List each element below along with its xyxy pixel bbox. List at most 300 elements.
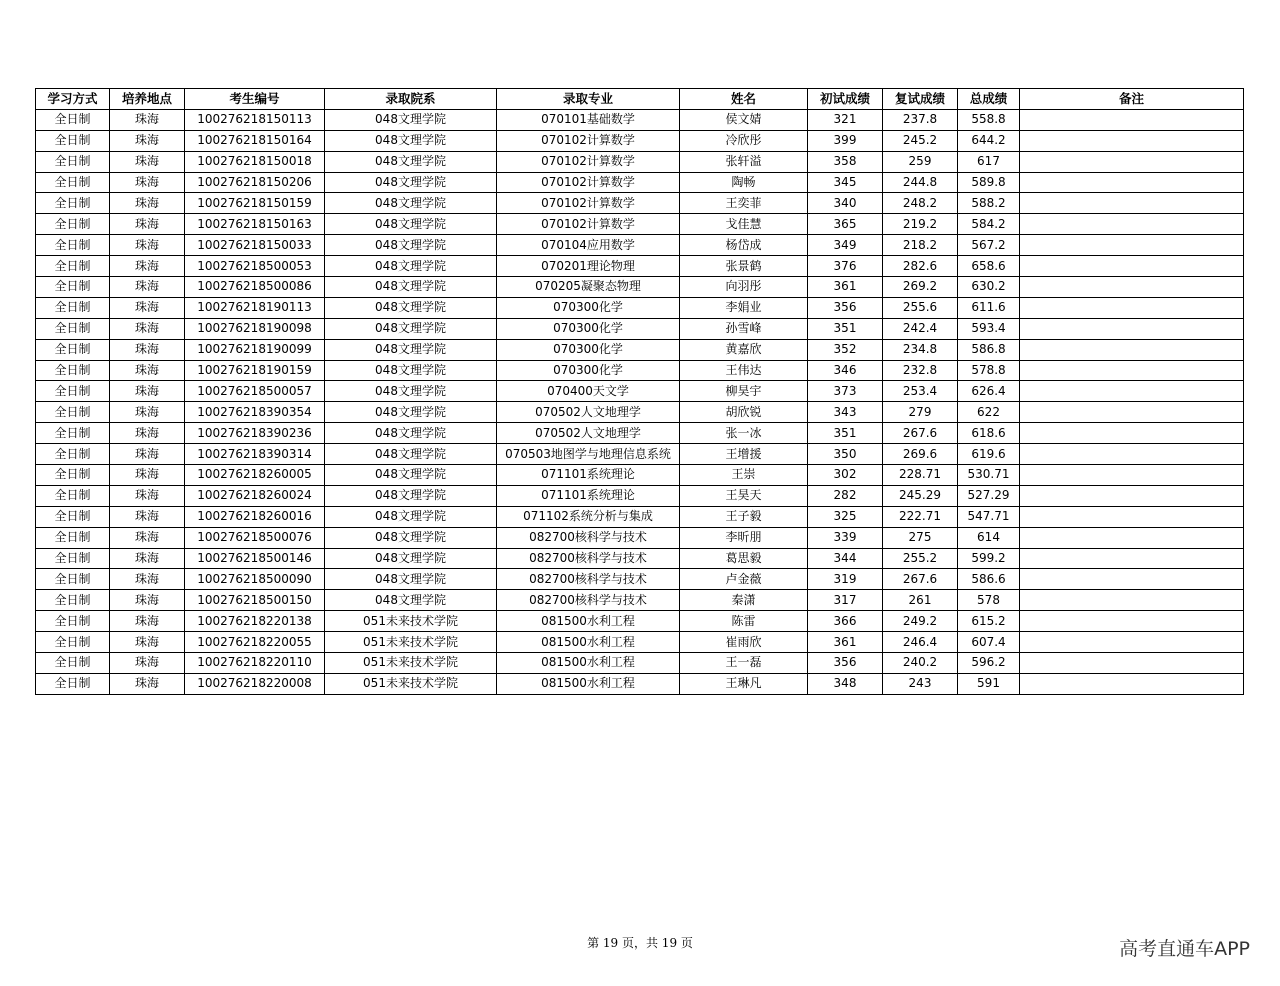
table-cell: 051未来技术学院 (325, 653, 497, 674)
table-cell: 255.6 (883, 297, 958, 318)
table-cell (1020, 590, 1244, 611)
table-cell: 珠海 (110, 527, 185, 548)
table-cell: 全日制 (36, 381, 110, 402)
table-cell: 全日制 (36, 402, 110, 423)
table-cell: 100276218150164 (185, 130, 325, 151)
table-cell: 全日制 (36, 590, 110, 611)
table-cell: 100276218190099 (185, 339, 325, 360)
table-cell: 614 (958, 527, 1020, 548)
table-cell: 244.8 (883, 172, 958, 193)
table-cell: 349 (808, 235, 883, 256)
table-cell: 崔雨欣 (680, 632, 808, 653)
table-cell: 617 (958, 151, 1020, 172)
table-cell: 325 (808, 506, 883, 527)
table-cell: 全日制 (36, 653, 110, 674)
table-cell: 261 (883, 590, 958, 611)
table-cell: 269.2 (883, 277, 958, 298)
table-cell (1020, 277, 1244, 298)
table-cell: 048文理学院 (325, 151, 497, 172)
table-cell: 珠海 (110, 611, 185, 632)
table-cell (1020, 506, 1244, 527)
table-cell: 向羽彤 (680, 277, 808, 298)
table-cell: 071101系统理论 (497, 465, 680, 486)
table-cell: 626.4 (958, 381, 1020, 402)
table-cell: 全日制 (36, 506, 110, 527)
table-cell: 珠海 (110, 444, 185, 465)
table-cell: 100276218190113 (185, 297, 325, 318)
table-cell: 644.2 (958, 130, 1020, 151)
table-cell: 100276218390354 (185, 402, 325, 423)
table-cell: 048文理学院 (325, 506, 497, 527)
table-cell: 081500水利工程 (497, 632, 680, 653)
table-cell: 081500水利工程 (497, 611, 680, 632)
table-cell: 584.2 (958, 214, 1020, 235)
table-cell: 048文理学院 (325, 235, 497, 256)
table-cell: 100276218500146 (185, 548, 325, 569)
column-header: 录取院系 (325, 89, 497, 110)
table-cell: 282 (808, 485, 883, 506)
table-cell: 048文理学院 (325, 569, 497, 590)
table-cell: 陈雷 (680, 611, 808, 632)
table-cell: 100276218220008 (185, 673, 325, 694)
table-cell: 346 (808, 360, 883, 381)
table-cell (1020, 318, 1244, 339)
table-cell: 珠海 (110, 172, 185, 193)
table-cell: 100276218220138 (185, 611, 325, 632)
table-cell: 567.2 (958, 235, 1020, 256)
table-cell: 248.2 (883, 193, 958, 214)
table-cell: 100276218500053 (185, 256, 325, 277)
table-row (36, 360, 1244, 381)
table-cell: 100276218500076 (185, 527, 325, 548)
table-cell: 070102计算数学 (497, 214, 680, 235)
table-cell: 607.4 (958, 632, 1020, 653)
table-cell: 259 (883, 151, 958, 172)
table-cell: 352 (808, 339, 883, 360)
table-cell: 全日制 (36, 527, 110, 548)
table-cell: 599.2 (958, 548, 1020, 569)
table-cell: 王昊天 (680, 485, 808, 506)
table-cell (1020, 444, 1244, 465)
table-row (36, 673, 1244, 694)
table-cell: 珠海 (110, 381, 185, 402)
table-cell: 王子毅 (680, 506, 808, 527)
table-cell: 070102计算数学 (497, 130, 680, 151)
table-cell: 255.2 (883, 548, 958, 569)
table-cell: 082700核科学与技术 (497, 527, 680, 548)
column-header: 初试成绩 (808, 89, 883, 110)
table-row (36, 235, 1244, 256)
table-cell: 376 (808, 256, 883, 277)
table-cell: 245.2 (883, 130, 958, 151)
table-cell: 228.71 (883, 465, 958, 486)
table-cell: 珠海 (110, 632, 185, 653)
table-cell: 339 (808, 527, 883, 548)
table-cell: 全日制 (36, 193, 110, 214)
table-row (36, 527, 1244, 548)
table-cell: 全日制 (36, 673, 110, 694)
table-cell: 081500水利工程 (497, 653, 680, 674)
table-cell: 全日制 (36, 632, 110, 653)
table-cell: 591 (958, 673, 1020, 694)
table-cell: 082700核科学与技术 (497, 590, 680, 611)
table-row (36, 277, 1244, 298)
table-cell (1020, 235, 1244, 256)
table-cell: 珠海 (110, 151, 185, 172)
column-header: 学习方式 (36, 89, 110, 110)
table-cell: 619.6 (958, 444, 1020, 465)
table-cell: 珠海 (110, 130, 185, 151)
table-cell: 048文理学院 (325, 360, 497, 381)
table-cell: 218.2 (883, 235, 958, 256)
table-body (36, 109, 1244, 694)
table-cell: 243 (883, 673, 958, 694)
table-cell: 366 (808, 611, 883, 632)
table-cell: 048文理学院 (325, 485, 497, 506)
table-cell: 048文理学院 (325, 256, 497, 277)
table-cell: 611.6 (958, 297, 1020, 318)
table-row (36, 381, 1244, 402)
table-cell: 365 (808, 214, 883, 235)
table-cell: 048文理学院 (325, 318, 497, 339)
table-cell: 048文理学院 (325, 339, 497, 360)
table-row (36, 172, 1244, 193)
table-cell: 048文理学院 (325, 402, 497, 423)
table-cell: 葛思毅 (680, 548, 808, 569)
table-cell: 547.71 (958, 506, 1020, 527)
table-cell: 070205凝聚态物理 (497, 277, 680, 298)
table-cell: 070502人文地理学 (497, 423, 680, 444)
table-row (36, 548, 1244, 569)
table-row (36, 611, 1244, 632)
table-cell (1020, 151, 1244, 172)
table-cell (1020, 109, 1244, 130)
table-cell: 048文理学院 (325, 444, 497, 465)
table-cell: 全日制 (36, 214, 110, 235)
table-cell: 658.6 (958, 256, 1020, 277)
table-cell (1020, 653, 1244, 674)
table-cell: 530.71 (958, 465, 1020, 486)
table-cell: 张一冰 (680, 423, 808, 444)
table-cell: 100276218150113 (185, 109, 325, 130)
table-row (36, 506, 1244, 527)
table-cell: 全日制 (36, 277, 110, 298)
table-cell: 侯文婧 (680, 109, 808, 130)
table-cell: 胡欣锐 (680, 402, 808, 423)
table-cell: 王奕菲 (680, 193, 808, 214)
table-cell: 070102计算数学 (497, 172, 680, 193)
table-cell: 319 (808, 569, 883, 590)
table-cell (1020, 423, 1244, 444)
table-cell (1020, 527, 1244, 548)
header-row (36, 89, 1244, 110)
table-cell: 048文理学院 (325, 130, 497, 151)
table-cell: 100276218150033 (185, 235, 325, 256)
table-cell: 082700核科学与技术 (497, 569, 680, 590)
table-row (36, 444, 1244, 465)
table-cell: 051未来技术学院 (325, 611, 497, 632)
table-row (36, 214, 1244, 235)
table-cell: 222.71 (883, 506, 958, 527)
table-cell: 588.2 (958, 193, 1020, 214)
table-cell: 孙雪峰 (680, 318, 808, 339)
watermark-logo-text: 高考直通车APP (1119, 938, 1250, 960)
table-cell: 珠海 (110, 569, 185, 590)
table-row (36, 465, 1244, 486)
table-cell: 100276218220055 (185, 632, 325, 653)
column-header: 培养地点 (110, 89, 185, 110)
table-cell: 048文理学院 (325, 277, 497, 298)
table-cell: 242.4 (883, 318, 958, 339)
table-cell: 戈佳慧 (680, 214, 808, 235)
table-cell: 100276218390236 (185, 423, 325, 444)
table-cell: 李娟业 (680, 297, 808, 318)
table-cell: 267.6 (883, 569, 958, 590)
table-cell: 070104应用数学 (497, 235, 680, 256)
table-cell: 王伟达 (680, 360, 808, 381)
table-cell: 232.8 (883, 360, 958, 381)
table-cell: 356 (808, 297, 883, 318)
table-cell: 珠海 (110, 485, 185, 506)
table-cell: 344 (808, 548, 883, 569)
table-cell: 081500水利工程 (497, 673, 680, 694)
table-cell: 珠海 (110, 673, 185, 694)
column-header: 考生编号 (185, 89, 325, 110)
table-cell: 全日制 (36, 423, 110, 444)
table-cell: 596.2 (958, 653, 1020, 674)
table-cell: 070300化学 (497, 318, 680, 339)
table-row (36, 193, 1244, 214)
table-cell: 048文理学院 (325, 172, 497, 193)
table-cell (1020, 485, 1244, 506)
table-cell (1020, 193, 1244, 214)
table-cell: 王增援 (680, 444, 808, 465)
table-cell (1020, 297, 1244, 318)
table-cell: 全日制 (36, 318, 110, 339)
table-cell (1020, 611, 1244, 632)
table-cell: 珠海 (110, 506, 185, 527)
table-cell: 249.2 (883, 611, 958, 632)
table-cell (1020, 130, 1244, 151)
table-cell: 253.4 (883, 381, 958, 402)
table-cell: 358 (808, 151, 883, 172)
table-cell: 全日制 (36, 611, 110, 632)
table-row (36, 485, 1244, 506)
table-cell: 070300化学 (497, 339, 680, 360)
table-cell: 珠海 (110, 339, 185, 360)
table-cell: 070102计算数学 (497, 193, 680, 214)
table-cell (1020, 214, 1244, 235)
table-cell: 527.29 (958, 485, 1020, 506)
table-cell: 048文理学院 (325, 527, 497, 548)
table-cell: 全日制 (36, 485, 110, 506)
table-row (36, 569, 1244, 590)
table-cell: 珠海 (110, 465, 185, 486)
table-cell: 348 (808, 673, 883, 694)
table-cell: 622 (958, 402, 1020, 423)
table-cell: 578 (958, 590, 1020, 611)
table-cell: 070102计算数学 (497, 151, 680, 172)
table-cell: 柳昊宇 (680, 381, 808, 402)
table-cell: 100276218150206 (185, 172, 325, 193)
table-cell: 048文理学院 (325, 193, 497, 214)
table-cell: 全日制 (36, 297, 110, 318)
table-cell: 珠海 (110, 214, 185, 235)
table-cell (1020, 402, 1244, 423)
table-cell: 350 (808, 444, 883, 465)
table-cell: 珠海 (110, 235, 185, 256)
table-cell (1020, 569, 1244, 590)
table-cell (1020, 632, 1244, 653)
table-cell: 586.6 (958, 569, 1020, 590)
table-cell: 黄嘉欣 (680, 339, 808, 360)
table-cell (1020, 548, 1244, 569)
table-row (36, 256, 1244, 277)
table-cell: 317 (808, 590, 883, 611)
table-cell: 珠海 (110, 318, 185, 339)
table-row (36, 130, 1244, 151)
table-cell: 070502人文地理学 (497, 402, 680, 423)
table-row (36, 423, 1244, 444)
table-cell: 373 (808, 381, 883, 402)
table-cell: 珠海 (110, 548, 185, 569)
table-cell: 全日制 (36, 235, 110, 256)
table-row (36, 339, 1244, 360)
table-cell: 302 (808, 465, 883, 486)
table-cell: 048文理学院 (325, 214, 497, 235)
table-cell: 051未来技术学院 (325, 632, 497, 653)
column-header: 姓名 (680, 89, 808, 110)
table-cell: 100276218260016 (185, 506, 325, 527)
table-cell: 070400天文学 (497, 381, 680, 402)
table-cell: 630.2 (958, 277, 1020, 298)
table-cell: 070300化学 (497, 297, 680, 318)
table-row (36, 632, 1244, 653)
table-cell: 珠海 (110, 109, 185, 130)
table-cell: 048文理学院 (325, 297, 497, 318)
table-cell: 048文理学院 (325, 381, 497, 402)
table-cell: 234.8 (883, 339, 958, 360)
table-cell: 237.8 (883, 109, 958, 130)
table-cell (1020, 465, 1244, 486)
table-cell: 全日制 (36, 109, 110, 130)
table-cell (1020, 360, 1244, 381)
table-cell: 全日制 (36, 256, 110, 277)
column-header: 总成绩 (958, 89, 1020, 110)
table-cell: 071102系统分析与集成 (497, 506, 680, 527)
column-header: 备注 (1020, 89, 1244, 110)
table-cell (1020, 256, 1244, 277)
table-cell: 全日制 (36, 130, 110, 151)
table-cell: 558.8 (958, 109, 1020, 130)
table-cell: 240.2 (883, 653, 958, 674)
table-cell: 356 (808, 653, 883, 674)
table-cell: 100276218500086 (185, 277, 325, 298)
table-cell: 048文理学院 (325, 548, 497, 569)
table-cell: 全日制 (36, 548, 110, 569)
table-row (36, 151, 1244, 172)
table-cell: 578.8 (958, 360, 1020, 381)
table-cell: 343 (808, 402, 883, 423)
table-cell: 陶畅 (680, 172, 808, 193)
table-cell: 269.6 (883, 444, 958, 465)
table-cell: 珠海 (110, 360, 185, 381)
table-cell: 345 (808, 172, 883, 193)
table-cell: 100276218150018 (185, 151, 325, 172)
table-cell: 082700核科学与技术 (497, 548, 680, 569)
table-cell: 321 (808, 109, 883, 130)
table-cell (1020, 673, 1244, 694)
table-cell: 100276218500090 (185, 569, 325, 590)
table-cell: 361 (808, 277, 883, 298)
table-cell: 279 (883, 402, 958, 423)
table-cell: 张轩溢 (680, 151, 808, 172)
table-cell: 100276218260024 (185, 485, 325, 506)
table-cell: 珠海 (110, 402, 185, 423)
table-cell: 100276218260005 (185, 465, 325, 486)
table-row (36, 109, 1244, 130)
table-cell: 全日制 (36, 172, 110, 193)
table-row (36, 653, 1244, 674)
table-row (36, 297, 1244, 318)
table-cell: 219.2 (883, 214, 958, 235)
table-cell: 杨岱成 (680, 235, 808, 256)
table-cell: 100276218500150 (185, 590, 325, 611)
table-row (36, 402, 1244, 423)
table-cell: 秦潇 (680, 590, 808, 611)
table-cell: 246.4 (883, 632, 958, 653)
table-cell: 048文理学院 (325, 590, 497, 611)
table-cell: 全日制 (36, 444, 110, 465)
table-cell: 070300化学 (497, 360, 680, 381)
table-cell: 589.8 (958, 172, 1020, 193)
table-cell: 048文理学院 (325, 465, 497, 486)
table-cell: 100276218500057 (185, 381, 325, 402)
table-cell: 593.4 (958, 318, 1020, 339)
table-cell: 399 (808, 130, 883, 151)
table-cell: 351 (808, 318, 883, 339)
table-cell: 048文理学院 (325, 423, 497, 444)
table-cell: 珠海 (110, 653, 185, 674)
table-cell: 珠海 (110, 256, 185, 277)
admission-table (35, 88, 1244, 695)
table-cell: 618.6 (958, 423, 1020, 444)
table-cell: 珠海 (110, 423, 185, 444)
table-cell: 王琳凡 (680, 673, 808, 694)
table-cell: 100276218150159 (185, 193, 325, 214)
table-cell: 586.8 (958, 339, 1020, 360)
table-cell: 245.29 (883, 485, 958, 506)
table-cell: 100276218220110 (185, 653, 325, 674)
table-cell: 李昕朋 (680, 527, 808, 548)
table-cell: 100276218150163 (185, 214, 325, 235)
table-cell: 340 (808, 193, 883, 214)
table-cell: 全日制 (36, 151, 110, 172)
table-cell: 100276218190098 (185, 318, 325, 339)
table-cell: 615.2 (958, 611, 1020, 632)
table-cell: 048文理学院 (325, 109, 497, 130)
table-cell: 267.6 (883, 423, 958, 444)
table-cell: 100276218190159 (185, 360, 325, 381)
table-cell: 全日制 (36, 339, 110, 360)
table-cell: 珠海 (110, 590, 185, 611)
table-cell: 100276218390314 (185, 444, 325, 465)
table-cell: 071101系统理论 (497, 485, 680, 506)
table-cell: 张景鹤 (680, 256, 808, 277)
table-cell: 珠海 (110, 193, 185, 214)
column-header: 录取专业 (497, 89, 680, 110)
table-cell: 王崇 (680, 465, 808, 486)
